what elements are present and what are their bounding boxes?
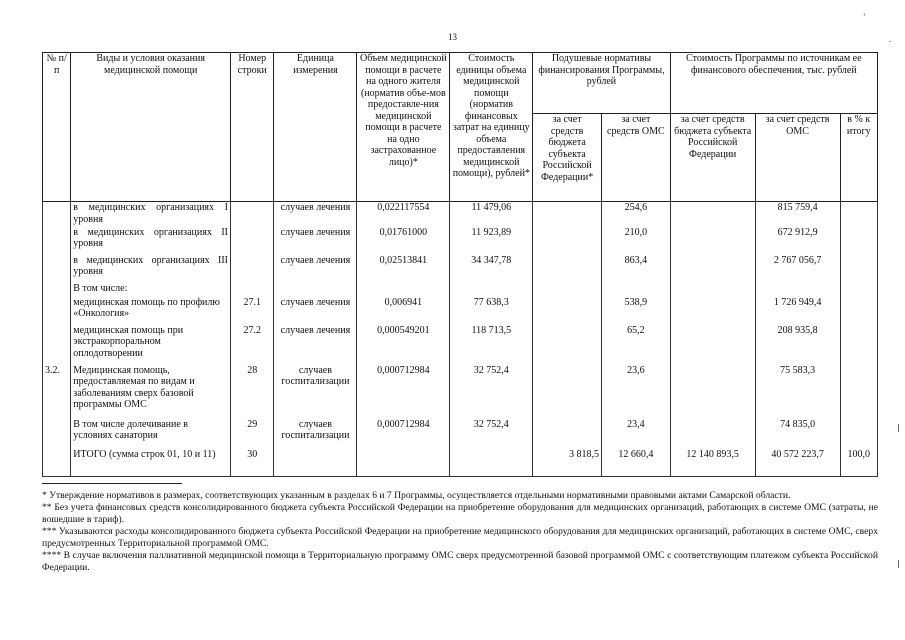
cell-num xyxy=(43,449,71,477)
table-row-total xyxy=(43,449,878,477)
cell-c-budget xyxy=(670,283,755,297)
table-row xyxy=(43,227,878,255)
cell-pc-oms: 65,2 xyxy=(601,325,670,365)
cell-volume: 0,000712984 xyxy=(357,419,450,449)
cell-pc-budget xyxy=(533,283,602,297)
header-kinds: Виды и условия оказания медицинской помощи xyxy=(71,53,231,202)
cell-num xyxy=(43,297,71,325)
cell-line xyxy=(231,227,274,255)
cell-unit: случаев лечения xyxy=(274,297,357,325)
cell-line: 27.1 xyxy=(231,297,274,325)
cell-c-budget xyxy=(670,202,755,227)
cell-c-oms: 815 759,4 xyxy=(755,202,840,227)
header-per-capita-budget: за счет средств бюджета субъекта Российской Федерации* xyxy=(533,114,602,202)
cell-line xyxy=(231,255,274,283)
margin-tick xyxy=(898,560,899,568)
cell-c-oms xyxy=(755,283,840,297)
footnotes xyxy=(42,490,878,574)
cell-line xyxy=(231,283,274,297)
cell-cost xyxy=(450,283,533,297)
corner-mark: . xyxy=(888,34,891,44)
header-volume: Объем медицинской помощи в расчете на одного жителя (норматив объе-мов предоставле-ния медицинской помощи в расчете на одно застрахованное лицо)* xyxy=(357,53,450,202)
cell-kind: В том числе долечивание в условиях санатория xyxy=(71,419,231,449)
cell-c-budget: 12 140 893,5 xyxy=(670,449,755,477)
page-number: 13 xyxy=(448,32,457,42)
cell-pct xyxy=(840,365,877,419)
cell-pct xyxy=(840,283,877,297)
cell-unit xyxy=(274,449,357,477)
table-row xyxy=(43,297,878,325)
header-cost-budget: за счет средств бюджета субъекта Российской Федерации xyxy=(670,114,755,202)
cell-pct xyxy=(840,202,877,227)
cell-c-oms: 75 583,3 xyxy=(755,365,840,419)
cell-pc-budget xyxy=(533,297,602,325)
table-row xyxy=(43,255,878,283)
table-row xyxy=(43,365,878,419)
cell-c-budget xyxy=(670,325,755,365)
cell-pc-oms: 863,4 xyxy=(601,255,670,283)
header-program-cost: Стоимость Программы по источникам ее финансового обеспечения, тыс. рублей xyxy=(670,53,877,114)
cell-volume: 0,022117554 xyxy=(357,202,450,227)
cell-c-oms: 1 726 949,4 xyxy=(755,297,840,325)
cell-volume: 0,006941 xyxy=(357,297,450,325)
cell-kind: в медицинских организациях III уровня xyxy=(71,255,231,283)
header-cost-pct: в % к итогу xyxy=(840,114,877,202)
cell-c-budget xyxy=(670,365,755,419)
cell-pc-budget xyxy=(533,325,602,365)
footnote: ** Без учета финансовых средств консолидированного бюджета субъекта Российской Федерации на приобретение оборудования для медицинских организаций, работающих в системе ОМС (затраты, не вошедшие в тариф). xyxy=(42,502,878,525)
header-line: Номер строки xyxy=(231,53,274,202)
cell-line xyxy=(231,202,274,227)
cell-pct xyxy=(840,297,877,325)
cell-pc-oms: 254,6 xyxy=(601,202,670,227)
cell-cost: 77 638,3 xyxy=(450,297,533,325)
cell-unit: случаев лечения xyxy=(274,202,357,227)
cell-cost: 11 923,89 xyxy=(450,227,533,255)
cell-pct xyxy=(840,325,877,365)
cell-pc-oms: 23,6 xyxy=(601,365,670,419)
cell-kind: Медицинская помощь, предоставляемая по видам и заболеваниям сверх базовой программы ОМС xyxy=(71,365,231,419)
cell-c-budget xyxy=(670,419,755,449)
cell-line: 27.2 xyxy=(231,325,274,365)
cell-line: 29 xyxy=(231,419,274,449)
cell-num xyxy=(43,419,71,449)
cell-num: 3.2. xyxy=(43,365,71,419)
table-row xyxy=(43,325,878,365)
cell-c-budget xyxy=(670,297,755,325)
cell-pc-budget xyxy=(533,227,602,255)
cell-num xyxy=(43,227,71,255)
cell-kind: в медицинских организациях II уровня xyxy=(71,227,231,255)
footnote: **** В случае включения паллиативной медицинской помощи в Территориальную программу ОМС сверх предусмотренной базовой программой ОМС с соответствующим платежом субъекта Российской Федерации. xyxy=(42,550,878,573)
cell-pct xyxy=(840,227,877,255)
footnote: * Утверждение нормативов в размерах, соответствующих указанным в разделах 6 и 7 Программы, осуществляется отдельными нормативными правовыми актами Самарской области. xyxy=(42,490,791,501)
cell-line: 30 xyxy=(231,449,274,477)
cell-num xyxy=(43,325,71,365)
cell-c-budget xyxy=(670,255,755,283)
footnote: *** Указываются расходы консолидированного бюджета субъекта Российской Федерации на приобретение медицинского оборудования для медицинских организаций, работающих в системе ОМС, сверх предусмотренных Территориальной программой ОМС. xyxy=(42,526,878,549)
margin-tick xyxy=(898,424,899,432)
cell-pc-oms: 12 660,4 xyxy=(601,449,670,477)
header-cost-oms: за счет средств ОМС xyxy=(755,114,840,202)
cell-volume: 0,000549201 xyxy=(357,325,450,365)
cell-unit xyxy=(274,283,357,297)
financing-table xyxy=(42,52,878,477)
cell-volume xyxy=(357,449,450,477)
footnote-divider xyxy=(42,483,182,484)
cell-cost: 118 713,5 xyxy=(450,325,533,365)
cell-c-budget xyxy=(670,227,755,255)
corner-mark: ' xyxy=(863,12,865,22)
cell-num xyxy=(43,283,71,297)
table-row xyxy=(43,202,878,227)
cell-pc-budget xyxy=(533,202,602,227)
cell-volume xyxy=(357,283,450,297)
cell-c-oms: 208 935,8 xyxy=(755,325,840,365)
cell-c-oms: 40 572 223,7 xyxy=(755,449,840,477)
header-num: № п/п xyxy=(43,53,71,202)
header-cost: Стоимость единицы объема медицинской помощи (норматив финансовых затрат на единицу объема предоставления медицинской помощи), рублей* xyxy=(450,53,533,202)
cell-pc-oms: 23,4 xyxy=(601,419,670,449)
cell-volume: 0,000712984 xyxy=(357,365,450,419)
cell-cost: 11 479,06 xyxy=(450,202,533,227)
cell-unit: случаев госпитализации xyxy=(274,419,357,449)
cell-kind: ИТОГО (сумма строк 01, 10 и 11) xyxy=(71,449,231,477)
cell-volume: 0,01761000 xyxy=(357,227,450,255)
cell-pct: 100,0 xyxy=(840,449,877,477)
cell-unit: случаев лечения xyxy=(274,325,357,365)
cell-line: 28 xyxy=(231,365,274,419)
cell-volume: 0,02513841 xyxy=(357,255,450,283)
cell-pct xyxy=(840,419,877,449)
cell-c-oms: 672 912,9 xyxy=(755,227,840,255)
cell-pc-budget: 3 818,5 xyxy=(533,449,602,477)
cell-unit: случаев госпитализации xyxy=(274,365,357,419)
cell-kind: в медицинских организациях I уровня xyxy=(71,202,231,227)
table-row xyxy=(43,419,878,449)
cell-pc-oms: 210,0 xyxy=(601,227,670,255)
cell-pc-oms: 538,9 xyxy=(601,297,670,325)
cell-kind: медицинская помощь по профилю «Онкология» xyxy=(71,297,231,325)
header-per-capita: Подушевые нормативы финансирования Программы, рублей xyxy=(533,53,670,114)
cell-pc-budget xyxy=(533,419,602,449)
header-per-capita-oms: за счет средств ОМС xyxy=(601,114,670,202)
cell-num xyxy=(43,255,71,283)
cell-num xyxy=(43,202,71,227)
table-row xyxy=(43,283,878,297)
cell-pct xyxy=(840,255,877,283)
cell-kind: медицинская помощь при экстракорпоральном оплодотворении xyxy=(71,325,231,365)
cell-pc-budget xyxy=(533,365,602,419)
cell-cost xyxy=(450,449,533,477)
cell-pc-budget xyxy=(533,255,602,283)
cell-c-oms: 2 767 056,7 xyxy=(755,255,840,283)
cell-unit: случаев лечения xyxy=(274,227,357,255)
cell-c-oms: 74 835,0 xyxy=(755,419,840,449)
cell-cost: 34 347,78 xyxy=(450,255,533,283)
header-unit: Единица измерения xyxy=(274,53,357,202)
cell-cost: 32 752,4 xyxy=(450,365,533,419)
cell-unit: случаев лечения xyxy=(274,255,357,283)
cell-kind: В том числе: xyxy=(71,283,231,297)
cell-pc-oms xyxy=(601,283,670,297)
cell-cost: 32 752,4 xyxy=(450,419,533,449)
